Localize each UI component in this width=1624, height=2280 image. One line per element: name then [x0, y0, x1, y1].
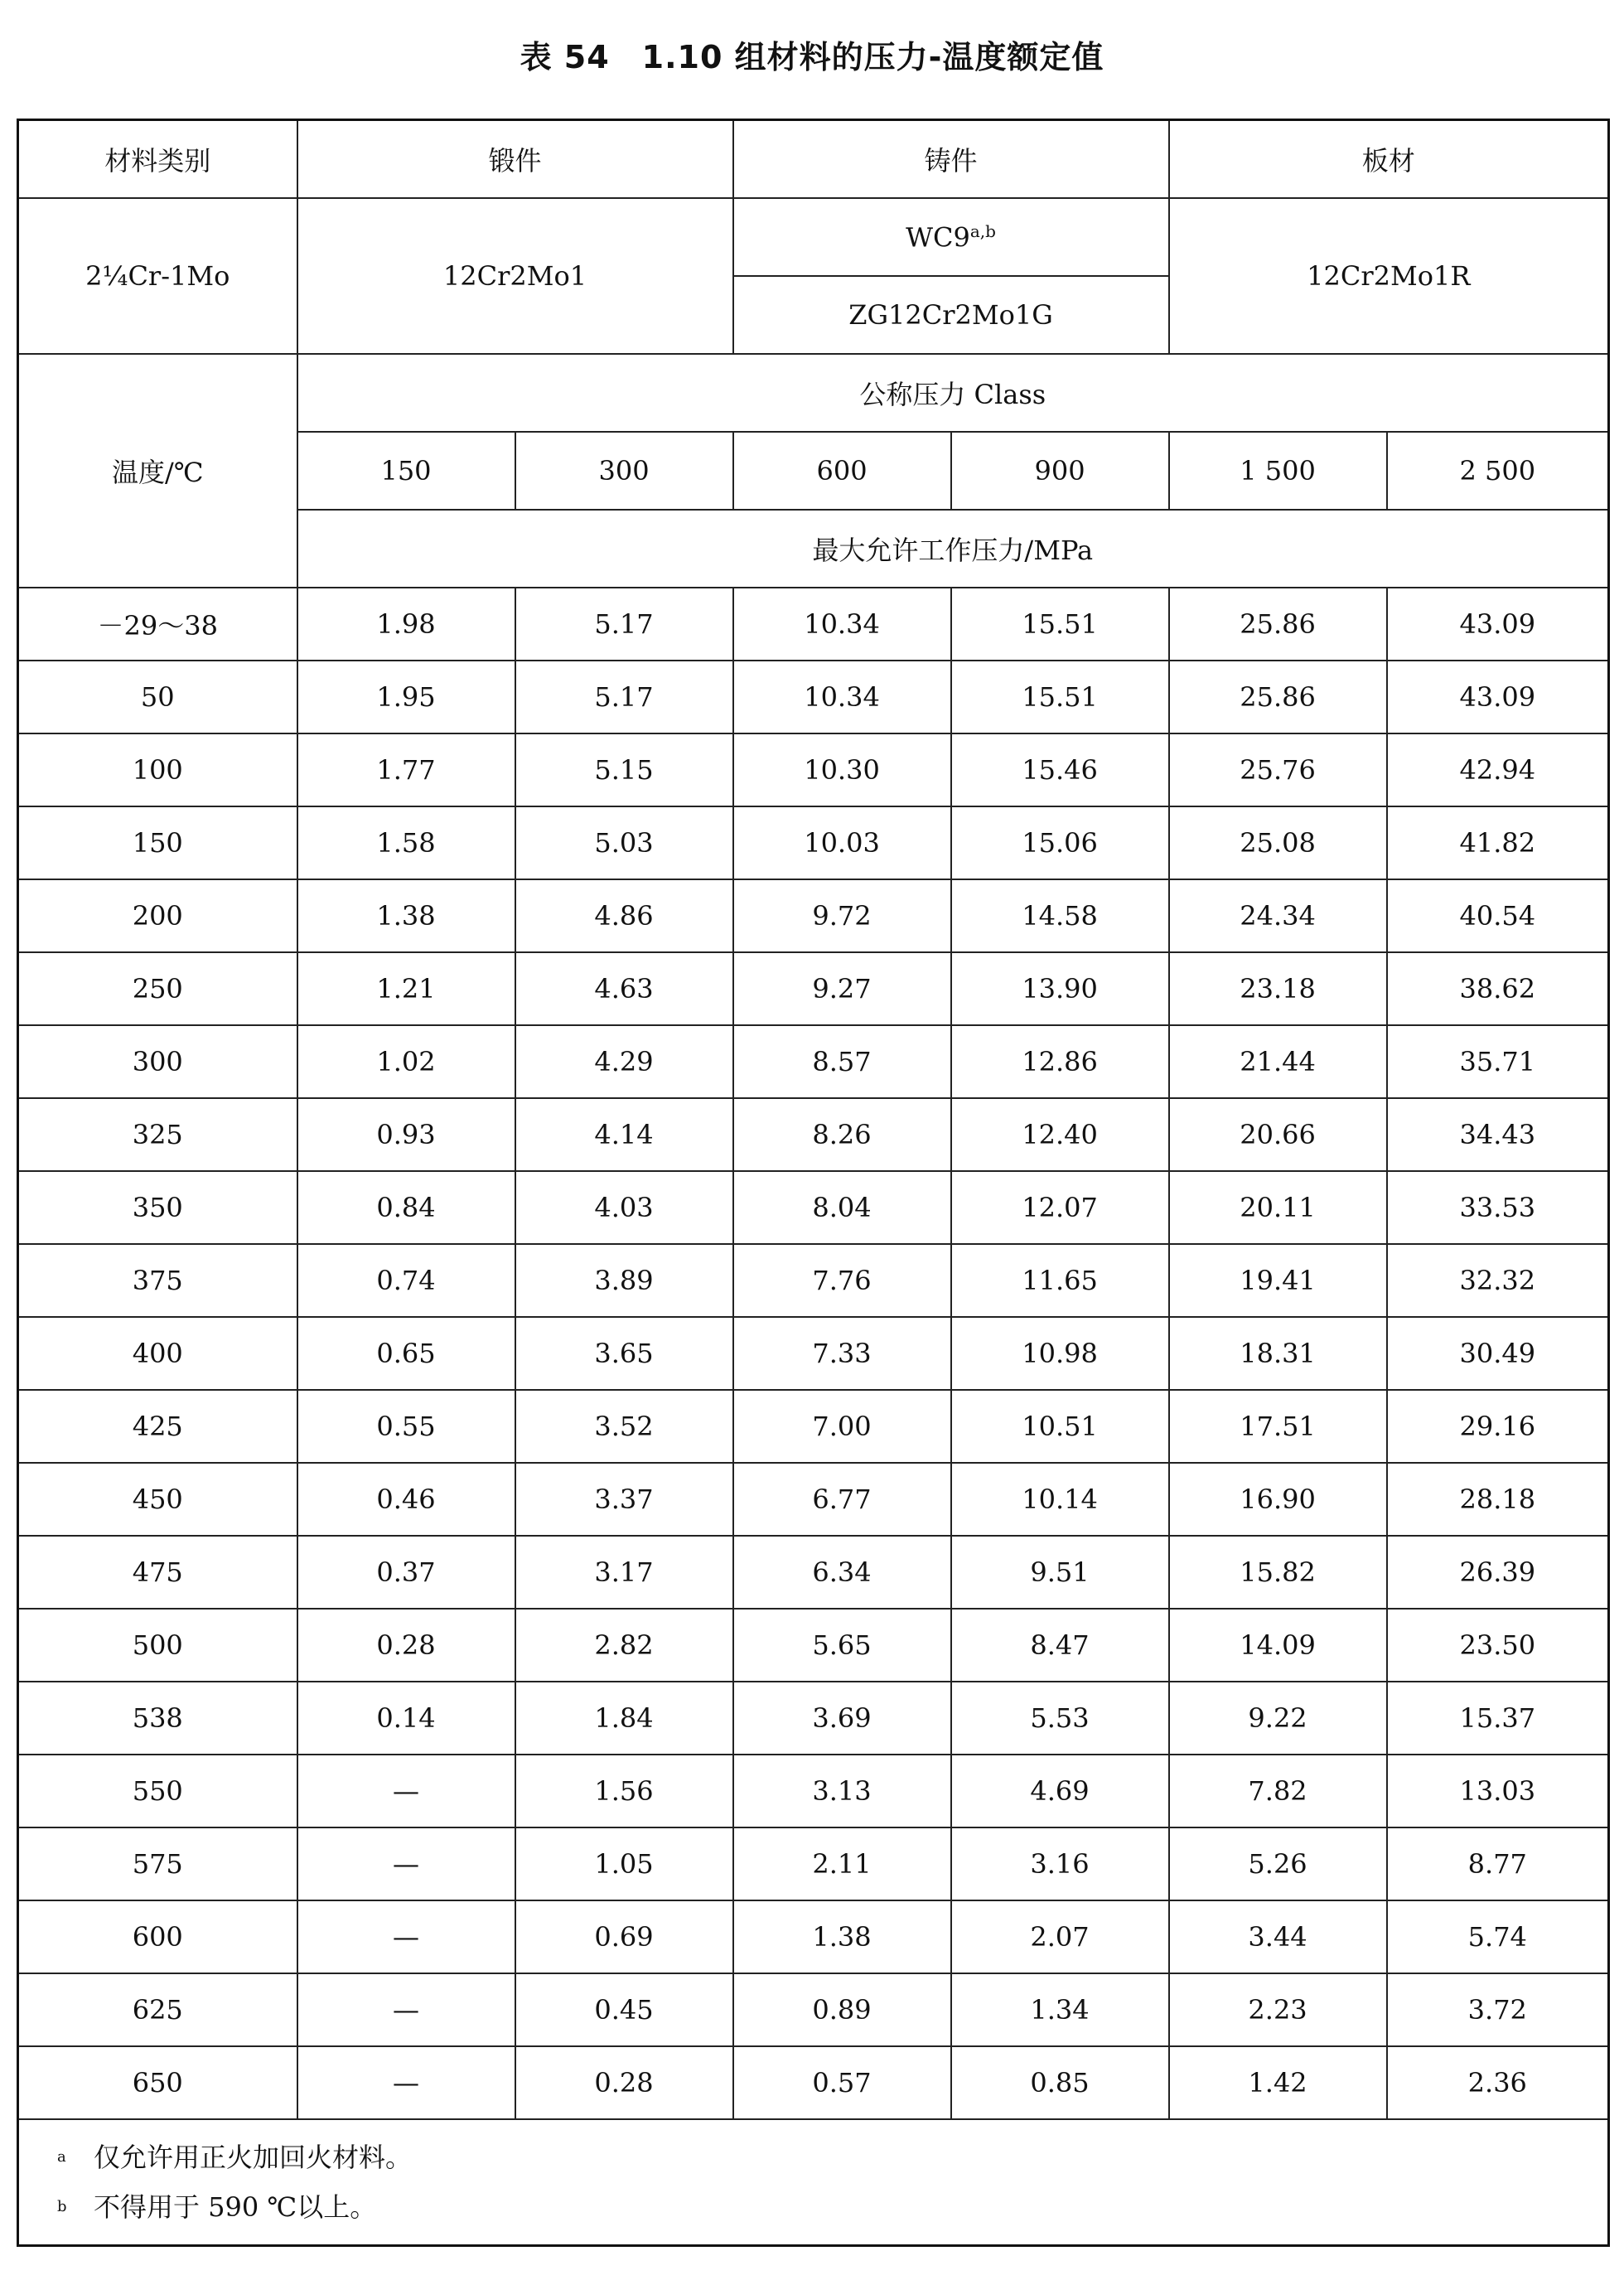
pressure-cell: 18.31	[1169, 1317, 1387, 1390]
table-row	[18, 1973, 1609, 2046]
class-label: 公称压力 Class	[297, 354, 1609, 432]
temperature-label: 温度/℃	[18, 354, 297, 588]
table-row	[18, 1827, 1609, 1900]
pressure-label: 最大允许工作压力/MPa	[297, 510, 1609, 588]
table-row	[18, 1171, 1609, 1244]
table-row	[18, 661, 1609, 733]
pressure-cell: 0.55	[297, 1390, 515, 1463]
pressure-cell: 29.16	[1387, 1390, 1609, 1463]
table-row	[18, 1463, 1609, 1536]
table-row	[18, 1244, 1609, 1317]
temperature-cell: 450	[18, 1463, 297, 1536]
pressure-cell: 0.69	[515, 1900, 733, 1973]
temperature-cell: －29～38	[18, 588, 297, 661]
pressure-cell: 24.34	[1169, 879, 1387, 952]
pressure-cell: 15.46	[951, 733, 1169, 806]
pressure-cell: 8.26	[733, 1098, 951, 1171]
table-row	[18, 879, 1609, 952]
pressure-cell: 15.82	[1169, 1536, 1387, 1609]
pressure-cell: 4.03	[515, 1171, 733, 1244]
footnote	[57, 2132, 1607, 2182]
pressure-cell: 1.56	[515, 1755, 733, 1827]
plate-header: 板材	[1169, 120, 1609, 199]
temperature-cell: 50	[18, 661, 297, 733]
pressure-cell: 30.49	[1387, 1317, 1609, 1390]
pressure-cell: 9.22	[1169, 1682, 1387, 1755]
pressure-cell: 0.84	[297, 1171, 515, 1244]
class-cell: 2 500	[1387, 432, 1609, 510]
pressure-cell: 42.94	[1387, 733, 1609, 806]
material-category	[18, 198, 297, 354]
pressure-cell: 14.58	[951, 879, 1169, 952]
table-row	[18, 1682, 1609, 1755]
temperature-cell: 100	[18, 733, 297, 806]
pressure-cell: 13.90	[951, 952, 1169, 1025]
table-row	[18, 2046, 1609, 2119]
pressure-cell: 5.74	[1387, 1900, 1609, 1973]
pressure-cell: 3.65	[515, 1317, 733, 1390]
pressure-cell: 3.72	[1387, 1973, 1609, 2046]
pressure-cell: 6.34	[733, 1536, 951, 1609]
forging-header: 锻件	[297, 120, 733, 199]
pressure-cell: 0.65	[297, 1317, 515, 1390]
pressure-cell: 0.85	[951, 2046, 1169, 2119]
pressure-cell: 35.71	[1387, 1025, 1609, 1098]
pressure-cell: 25.08	[1169, 806, 1387, 879]
temperature-cell: 400	[18, 1317, 297, 1390]
class-cell: 1 500	[1169, 432, 1387, 510]
temperature-cell: 250	[18, 952, 297, 1025]
class-label-row	[18, 354, 1609, 432]
pressure-cell: —	[297, 1900, 515, 1973]
pressure-cell: 8.77	[1387, 1827, 1609, 1900]
temperature-cell: 550	[18, 1755, 297, 1827]
table-row	[18, 806, 1609, 879]
pressure-cell: 1.38	[733, 1900, 951, 1973]
pressure-cell: 5.26	[1169, 1827, 1387, 1900]
pressure-cell: 7.76	[733, 1244, 951, 1317]
pressure-cell: 7.33	[733, 1317, 951, 1390]
table-row	[18, 1317, 1609, 1390]
casting-material-alt: ZG12Cr2Mo1G	[733, 276, 1169, 354]
casting-material	[733, 198, 1169, 276]
pressure-cell: 25.86	[1169, 661, 1387, 733]
material-category-text: 2¼Cr-1Mo	[85, 260, 230, 292]
pressure-cell: 12.07	[951, 1171, 1169, 1244]
forging-material: 12Cr2Mo1	[297, 198, 733, 354]
pressure-cell: 1.95	[297, 661, 515, 733]
pressure-cell: 5.03	[515, 806, 733, 879]
pressure-cell: 0.45	[515, 1973, 733, 2046]
pressure-cell: 40.54	[1387, 879, 1609, 952]
pressure-cell: 3.13	[733, 1755, 951, 1827]
pressure-cell: 8.47	[951, 1609, 1169, 1682]
table-row	[18, 952, 1609, 1025]
pressure-cell: 0.74	[297, 1244, 515, 1317]
temperature-cell: 475	[18, 1536, 297, 1609]
pressure-temperature-table	[17, 119, 1610, 2247]
class-cell: 900	[951, 432, 1169, 510]
class-cell: 150	[297, 432, 515, 510]
casting-material-footnote: a,b	[969, 220, 996, 241]
footnote-mark: b	[57, 2198, 67, 2215]
pressure-cell: 23.18	[1169, 952, 1387, 1025]
pressure-cell: 2.36	[1387, 2046, 1609, 2119]
pressure-cell: 4.14	[515, 1098, 733, 1171]
pressure-cell: 3.16	[951, 1827, 1169, 1900]
pressure-cell: 5.17	[515, 588, 733, 661]
temperature-cell: 650	[18, 2046, 297, 2119]
table-row	[18, 588, 1609, 661]
category-label: 材料类别	[18, 120, 297, 199]
pressure-cell: 0.89	[733, 1973, 951, 2046]
pressure-cell: 10.34	[733, 661, 951, 733]
pressure-cell: 0.37	[297, 1536, 515, 1609]
pressure-cell: 8.57	[733, 1025, 951, 1098]
pressure-cell: 4.86	[515, 879, 733, 952]
pressure-cell: 3.44	[1169, 1900, 1387, 1973]
pressure-cell: 1.84	[515, 1682, 733, 1755]
pressure-cell: 10.98	[951, 1317, 1169, 1390]
pressure-cell: 0.57	[733, 2046, 951, 2119]
class-cell: 300	[515, 432, 733, 510]
pressure-cell: 9.72	[733, 879, 951, 952]
pressure-cell: 5.15	[515, 733, 733, 806]
pressure-cell: 9.27	[733, 952, 951, 1025]
pressure-cell: 4.69	[951, 1755, 1169, 1827]
pressure-cell: 43.09	[1387, 661, 1609, 733]
temperature-cell: 600	[18, 1900, 297, 1973]
pressure-cell: 20.11	[1169, 1171, 1387, 1244]
temperature-cell: 300	[18, 1025, 297, 1098]
pressure-cell: 9.51	[951, 1536, 1169, 1609]
pressure-cell: 3.17	[515, 1536, 733, 1609]
pressure-cell: 7.82	[1169, 1755, 1387, 1827]
pressure-cell: 13.03	[1387, 1755, 1609, 1827]
footnote	[57, 2182, 1607, 2232]
pressure-cell: 5.65	[733, 1609, 951, 1682]
table-row	[18, 1098, 1609, 1171]
pressure-cell: 8.04	[733, 1171, 951, 1244]
temperature-cell: 425	[18, 1390, 297, 1463]
pressure-cell: 15.51	[951, 661, 1169, 733]
pressure-cell: 17.51	[1169, 1390, 1387, 1463]
pressure-cell: 1.34	[951, 1973, 1169, 2046]
pressure-cell: 12.86	[951, 1025, 1169, 1098]
temperature-cell: 350	[18, 1171, 297, 1244]
temperature-cell: 150	[18, 806, 297, 879]
pressure-cell: 0.28	[515, 2046, 733, 2119]
pressure-cell: 1.77	[297, 733, 515, 806]
pressure-cell: 21.44	[1169, 1025, 1387, 1098]
pressure-cell: 34.43	[1387, 1098, 1609, 1171]
pressure-cell: —	[297, 1755, 515, 1827]
footnote-text: 仅允许用正火加回火材料。	[94, 2142, 413, 2173]
notes-cell	[18, 2119, 1609, 2246]
pressure-cell: 1.02	[297, 1025, 515, 1098]
pressure-cell: 0.14	[297, 1682, 515, 1755]
pressure-cell: 1.38	[297, 879, 515, 952]
pressure-cell: 19.41	[1169, 1244, 1387, 1317]
pressure-cell: 16.90	[1169, 1463, 1387, 1536]
footnote-text: 不得用于 590 ℃以上。	[94, 2191, 377, 2223]
pressure-cell: 10.14	[951, 1463, 1169, 1536]
data-body	[18, 588, 1609, 2119]
footnote-mark: a	[57, 2148, 66, 2166]
pressure-cell: 0.93	[297, 1098, 515, 1171]
temperature-cell: 575	[18, 1827, 297, 1900]
pressure-cell: 10.30	[733, 733, 951, 806]
plate-material: 12Cr2Mo1R	[1169, 198, 1609, 354]
pressure-cell: 23.50	[1387, 1609, 1609, 1682]
table-row	[18, 1755, 1609, 1827]
pressure-cell: 41.82	[1387, 806, 1609, 879]
casting-material-main: WC9	[906, 221, 970, 254]
pressure-cell: 32.32	[1387, 1244, 1609, 1317]
pressure-cell: 11.65	[951, 1244, 1169, 1317]
table-row	[18, 1025, 1609, 1098]
pressure-cell: —	[297, 1827, 515, 1900]
pressure-cell: 20.66	[1169, 1098, 1387, 1171]
pressure-cell: 6.77	[733, 1463, 951, 1536]
notes-row	[18, 2119, 1609, 2246]
temperature-cell: 538	[18, 1682, 297, 1755]
pressure-cell: 25.76	[1169, 733, 1387, 806]
temperature-cell: 325	[18, 1098, 297, 1171]
pressure-cell: 4.63	[515, 952, 733, 1025]
temperature-cell: 500	[18, 1609, 297, 1682]
pressure-cell: 3.69	[733, 1682, 951, 1755]
pressure-cell: 5.17	[515, 661, 733, 733]
pressure-cell: 0.46	[297, 1463, 515, 1536]
pressure-cell: 5.53	[951, 1682, 1169, 1755]
pressure-cell: 43.09	[1387, 588, 1609, 661]
pressure-cell: 2.11	[733, 1827, 951, 1900]
casting-header: 铸件	[733, 120, 1169, 199]
pressure-cell: 10.03	[733, 806, 951, 879]
table-row	[18, 733, 1609, 806]
table-row	[18, 1390, 1609, 1463]
table-title: 表 54 1.10 组材料的压力-温度额定值	[520, 39, 1104, 75]
pressure-cell: 15.06	[951, 806, 1169, 879]
temperature-cell: 200	[18, 879, 297, 952]
pressure-cell: 28.18	[1387, 1463, 1609, 1536]
pressure-cell: 1.98	[297, 588, 515, 661]
pressure-cell: —	[297, 2046, 515, 2119]
temperature-cell: 625	[18, 1973, 297, 2046]
pressure-cell: 38.62	[1387, 952, 1609, 1025]
material-row	[18, 198, 1609, 276]
temperature-cell: 375	[18, 1244, 297, 1317]
pressure-cell: 1.58	[297, 806, 515, 879]
table-row	[18, 1609, 1609, 1682]
pressure-cell: 1.42	[1169, 2046, 1387, 2119]
pressure-cell: 7.00	[733, 1390, 951, 1463]
pressure-cell: 2.23	[1169, 1973, 1387, 2046]
table-row	[18, 1900, 1609, 1973]
pressure-cell: 10.51	[951, 1390, 1169, 1463]
pressure-cell: 14.09	[1169, 1609, 1387, 1682]
pressure-cell: 12.40	[951, 1098, 1169, 1171]
pressure-cell: 3.37	[515, 1463, 733, 1536]
header-row	[18, 120, 1609, 199]
pressure-cell: —	[297, 1973, 515, 2046]
pressure-cell: 15.37	[1387, 1682, 1609, 1755]
pressure-cell: 3.52	[515, 1390, 733, 1463]
class-cell: 600	[733, 432, 951, 510]
table-row	[18, 1536, 1609, 1609]
pressure-cell: 1.21	[297, 952, 515, 1025]
pressure-cell: 1.05	[515, 1827, 733, 1900]
pressure-cell: 26.39	[1387, 1536, 1609, 1609]
pressure-cell: 25.86	[1169, 588, 1387, 661]
pressure-cell: 4.29	[515, 1025, 733, 1098]
pressure-cell: 33.53	[1387, 1171, 1609, 1244]
pressure-cell: 2.82	[515, 1609, 733, 1682]
pressure-cell: 2.07	[951, 1900, 1169, 1973]
pressure-cell: 10.34	[733, 588, 951, 661]
pressure-cell: 15.51	[951, 588, 1169, 661]
pressure-cell: 3.89	[515, 1244, 733, 1317]
pressure-cell: 0.28	[297, 1609, 515, 1682]
